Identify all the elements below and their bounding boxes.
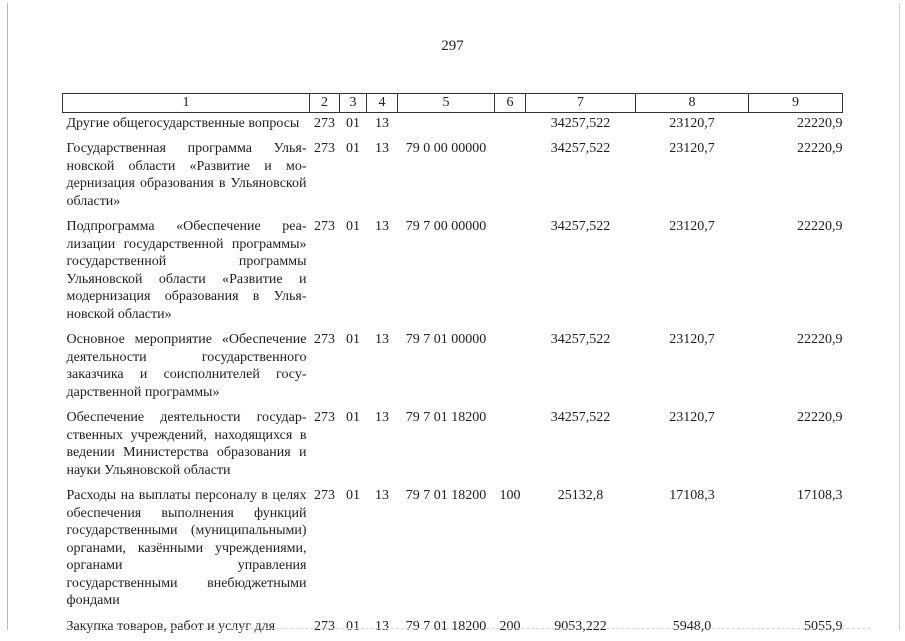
row-name: Расходы на выплаты персоналу в целях обеспечения выполнения функций государственными (муниципальными) органами, казёнными учреждениями, органами управления государственными внебюджетными фондами <box>63 485 310 616</box>
target-article-code: 79 0 00 00000 <box>398 138 495 216</box>
header-row <box>63 94 843 113</box>
amount-col9: 22220,9 <box>749 216 843 329</box>
subsection-code: 13 <box>367 216 398 329</box>
column-header-6: 6 <box>495 94 526 113</box>
amount-col9: 22220,9 <box>749 407 843 485</box>
column-header-3: 3 <box>340 94 367 113</box>
row-name: Государственная программа Ульяновской области «Развитие и модернизация образования в Ульяновской области» <box>63 138 310 216</box>
amount-col9: 22220,9 <box>749 329 843 407</box>
target-article-code: 79 7 01 00000 <box>398 329 495 407</box>
table-row <box>63 138 843 216</box>
target-article-code: 79 7 01 18200 <box>398 407 495 485</box>
amount-col7: 34257,522 <box>526 407 636 485</box>
subsection-code: 13 <box>367 329 398 407</box>
expense-type-code <box>495 216 526 329</box>
expense-type-code: 100 <box>495 485 526 616</box>
section-code: 01 <box>340 616 367 641</box>
table-row <box>63 112 843 138</box>
row-name: Основное мероприятие «Обеспечение деятельности государственного заказчика и соисполнителей государственной программы» <box>63 329 310 407</box>
expense-type-code <box>495 329 526 407</box>
subsection-code: 13 <box>367 616 398 641</box>
amount-col8: 23120,7 <box>636 138 749 216</box>
row-name: Другие общегосударственные вопросы <box>63 112 310 138</box>
amount-col8: 23120,7 <box>636 216 749 329</box>
column-header-8: 8 <box>636 94 749 113</box>
amount-col9: 5055,9 <box>749 616 843 641</box>
column-header-1: 1 <box>63 94 310 113</box>
column-header-5: 5 <box>398 94 495 113</box>
table-row <box>63 485 843 616</box>
column-header-9: 9 <box>749 94 843 113</box>
expense-type-code <box>495 407 526 485</box>
subsection-code: 13 <box>367 112 398 138</box>
amount-col7: 34257,522 <box>526 112 636 138</box>
amount-col7: 25132,8 <box>526 485 636 616</box>
scan-artifact-line <box>70 628 870 630</box>
ministry-code: 273 <box>310 329 340 407</box>
row-name: Подпрограмма «Обеспечение реализации государственной программы» государственной программы Ульяновской области «Развитие и модернизация образования в Ульяновской области» <box>63 216 310 329</box>
amount-col7: 34257,522 <box>526 329 636 407</box>
expense-type-code <box>495 138 526 216</box>
budget-table <box>62 93 843 641</box>
section-code: 01 <box>340 329 367 407</box>
ministry-code: 273 <box>310 407 340 485</box>
section-code: 01 <box>340 216 367 329</box>
page-number: 297 <box>0 38 905 55</box>
expense-type-code: 200 <box>495 616 526 641</box>
amount-col8: 5948,0 <box>636 616 749 641</box>
amount-col8: 17108,3 <box>636 485 749 616</box>
section-code: 01 <box>340 138 367 216</box>
amount-col9: 17108,3 <box>749 485 843 616</box>
ministry-code: 273 <box>310 216 340 329</box>
column-header-2: 2 <box>310 94 340 113</box>
column-header-7: 7 <box>526 94 636 113</box>
row-name: Закупка товаров, работ и услуг для <box>63 616 310 641</box>
table-row <box>63 329 843 407</box>
target-article-code: 79 7 01 18200 <box>398 616 495 641</box>
ministry-code: 273 <box>310 485 340 616</box>
subsection-code: 13 <box>367 138 398 216</box>
amount-col9: 22220,9 <box>749 112 843 138</box>
section-code: 01 <box>340 407 367 485</box>
target-article-code: 79 7 00 00000 <box>398 216 495 329</box>
row-name: Обеспечение деятельности государственных учреждений, находящихся в ведении Министерства образования и науки Ульяновской области <box>63 407 310 485</box>
amount-col8: 23120,7 <box>636 407 749 485</box>
table-row <box>63 216 843 329</box>
amount-col7: 34257,522 <box>526 138 636 216</box>
target-article-code: 79 7 01 18200 <box>398 485 495 616</box>
amount-col7: 34257,522 <box>526 216 636 329</box>
subsection-code: 13 <box>367 485 398 616</box>
amount-col7: 9053,222 <box>526 616 636 641</box>
ministry-code: 273 <box>310 112 340 138</box>
amount-col9: 22220,9 <box>749 138 843 216</box>
target-article-code <box>398 112 495 138</box>
expense-type-code <box>495 112 526 138</box>
ministry-code: 273 <box>310 616 340 641</box>
section-code: 01 <box>340 112 367 138</box>
column-header-4: 4 <box>367 94 398 113</box>
table-row <box>63 407 843 485</box>
subsection-code: 13 <box>367 407 398 485</box>
amount-col8: 23120,7 <box>636 112 749 138</box>
section-code: 01 <box>340 485 367 616</box>
ministry-code: 273 <box>310 138 340 216</box>
amount-col8: 23120,7 <box>636 329 749 407</box>
